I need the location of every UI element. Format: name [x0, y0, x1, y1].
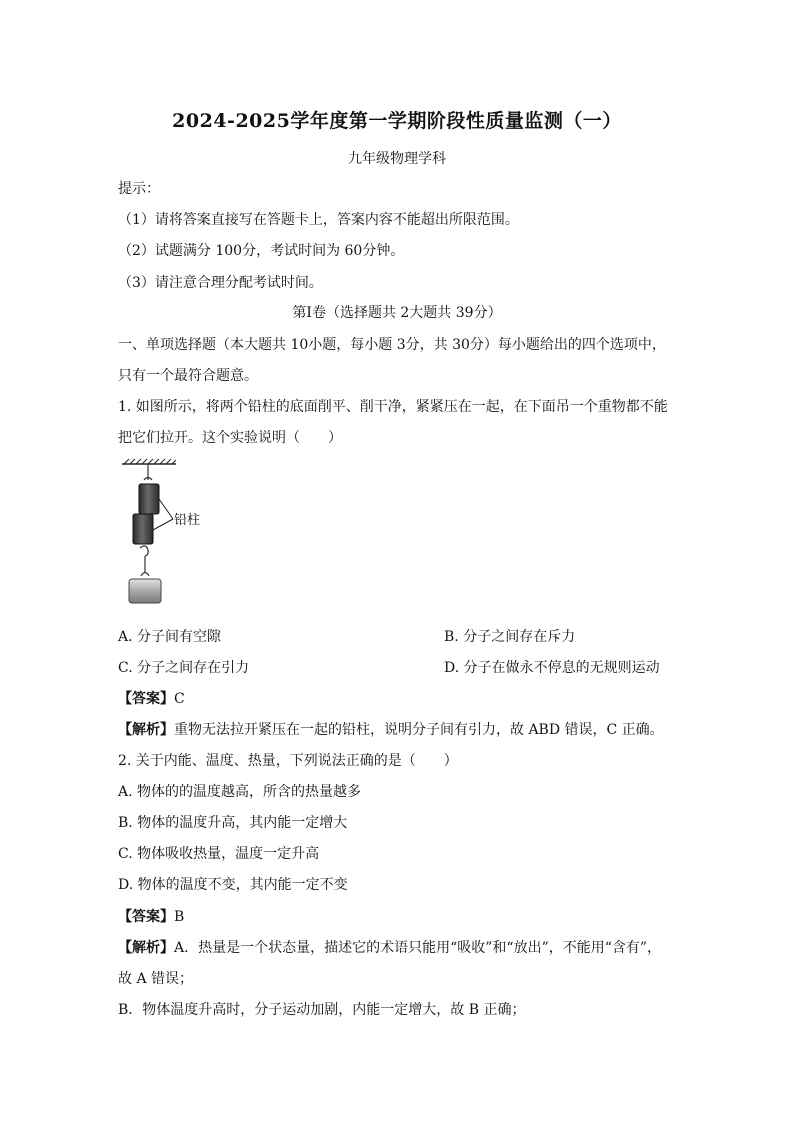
ceiling-support	[122, 459, 176, 464]
weight-hook	[141, 573, 149, 577]
note-item-3: （3）请注意合理分配考试时间。	[118, 275, 323, 291]
q1-stem-line1: 1. 如图所示，将两个铅柱的底面削平、削干净，紧紧压在一起，在下面吊一个重物都不能	[118, 399, 668, 415]
lead-cylinder-figure	[118, 456, 228, 612]
q2-analysis-text-1: A．热量是一个状态量，描述它的术语只能用“吸收”和“放出”，不能用“含有”，	[174, 940, 662, 956]
q2-answer-value: B	[174, 909, 185, 925]
q1-option-b: B. 分子之间存在斥力	[444, 629, 576, 645]
q1-analysis	[118, 719, 664, 739]
q1-analysis-text: 重物无法拉开紧压在一起的铅柱，说明分子间有引力，故 ABD 错误，C 正确。	[174, 722, 664, 738]
q1-option-a: A. 分子间有空隙	[118, 629, 222, 645]
q2-option-b: B. 物体的温度升高，其内能一定增大	[118, 815, 348, 831]
q2-option-c: C. 物体吸收热量，温度一定升高	[118, 846, 320, 862]
page-subtitle: 九年级物理学科	[348, 151, 446, 167]
section-heading-line1: 一、单项选择题（本大题共 10小题，每小题 3分，共 30分）每小题给出的四个选项中，	[118, 337, 666, 353]
q1-option-d: D. 分子在做永不停息的无规则运动	[444, 660, 660, 676]
upper-lead-cylinder	[139, 484, 159, 514]
lower-lead-cylinder	[133, 514, 153, 544]
q1-answer	[118, 688, 185, 708]
q2-option-d: D. 物体的温度不变，其内能一定不变	[118, 877, 348, 893]
label-pointer-lower	[153, 519, 173, 530]
label-pointer-upper	[159, 499, 173, 519]
q2-analysis-line3: B．物体温度升高时，分子运动加剧，内能一定增大，故 B 正确；	[118, 1002, 526, 1018]
q1-answer-value: C	[174, 691, 185, 707]
q2-stem: 2. 关于内能、温度、热量，下列说法正确的是（ ）	[118, 753, 458, 769]
note-item-1: （1）请将答案直接写在答题卡上，答案内容不能超出所限范围。	[118, 212, 519, 228]
note-item-2: （2）试题满分 100分，考试时间为 60分钟。	[118, 243, 405, 259]
volume-heading: 第Ⅰ卷（选择题共 2大题共 39分）	[292, 305, 502, 321]
q2-analysis-line2: 故 A 错误；	[118, 971, 194, 987]
notes-label: 提示：	[118, 181, 160, 197]
q1-analysis-label: 【解析】	[118, 722, 174, 738]
q1-option-c: C. 分子之间存在引力	[118, 660, 250, 676]
q2-option-a: A. 物体的的温度越高，所含的热量越多	[118, 784, 362, 800]
q2-analysis-label: 【解析】	[118, 940, 174, 956]
q2-analysis-line1	[118, 937, 661, 957]
q2-answer	[118, 906, 184, 926]
lower-hook	[140, 546, 148, 556]
q2-answer-label: 【答案】	[118, 909, 174, 925]
q1-stem-line2: 把它们拉开。这个实验说明（ ）	[118, 430, 342, 446]
section-heading-line2: 只有一个最符合题意。	[118, 368, 258, 384]
q1-answer-label: 【答案】	[118, 691, 174, 707]
figure-label: 铅柱	[174, 513, 201, 528]
hanging-weight	[129, 579, 161, 603]
page-title: 2024-2025学年度第一学期阶段性质量监测（一）	[172, 110, 622, 132]
